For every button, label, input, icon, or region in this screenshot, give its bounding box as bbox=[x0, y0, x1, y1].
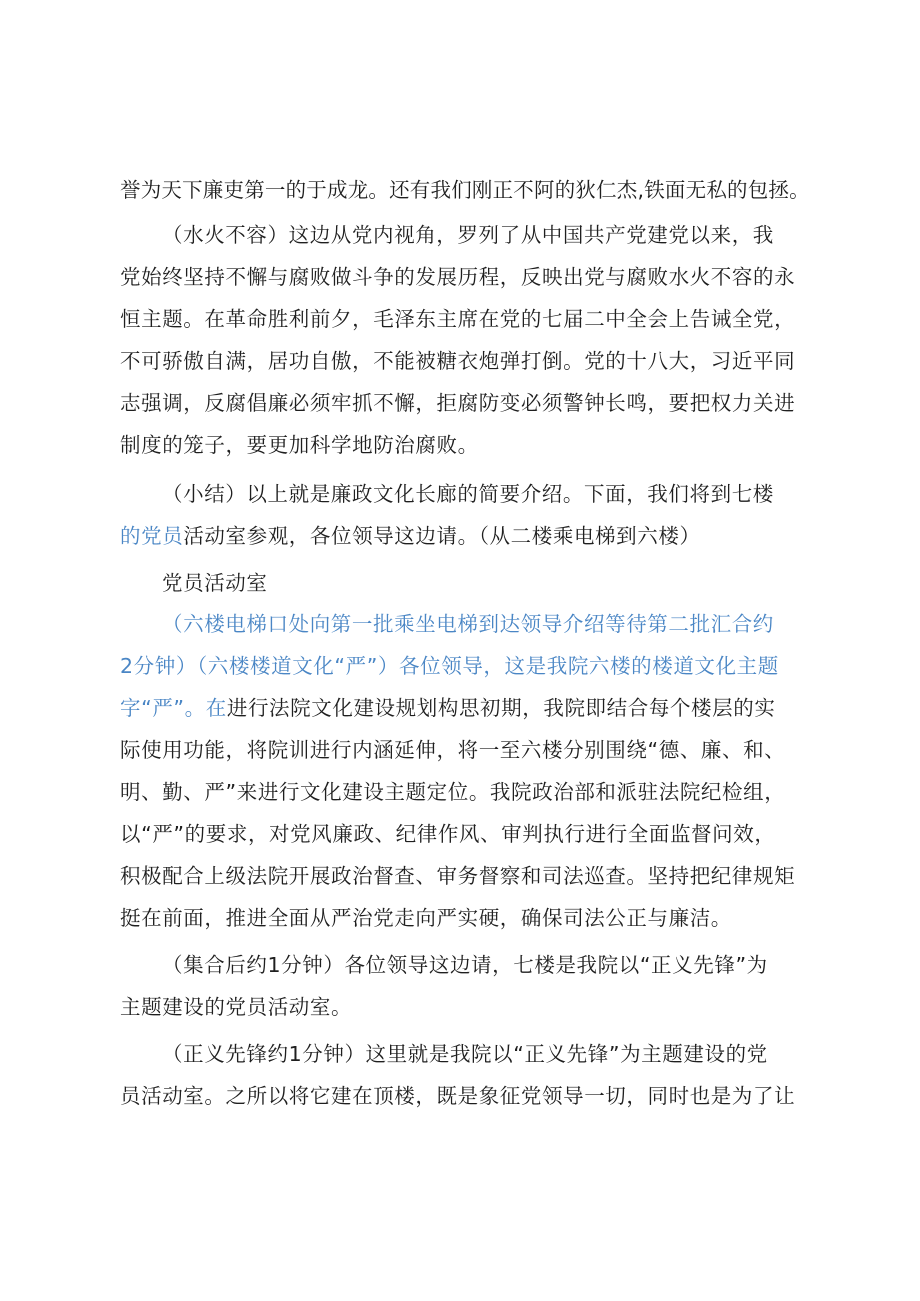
line-text: 活动室参观，各位领导这边请。（从二楼乘电梯到六楼） bbox=[183, 524, 701, 548]
paragraph-line: （六楼电梯口处向第一批乘坐电梯到达领导介绍等待第二批汇合约 bbox=[162, 612, 774, 636]
paragraph-line: 制度的笼子，要更加科学地防治腐败。 bbox=[120, 433, 479, 457]
paragraph-line: 际使用功能，将院训进行内涵延伸，将一至六楼分别围绕“德、廉、和、 bbox=[120, 738, 786, 762]
paragraph-line: 员活动室。之所以将它建在顶楼，既是象征党领导一切，同时也是为了让 bbox=[120, 1084, 796, 1108]
paragraph-line: 挺在前面，推进全面从严治党走向严实硬，确保司法公正与廉洁。 bbox=[120, 906, 732, 930]
highlighted-text: 的党员 bbox=[120, 524, 184, 548]
paragraph-line bbox=[120, 691, 820, 725]
section-heading: 党员活动室 bbox=[162, 571, 268, 595]
line-text: 进行法院文化建设规划构思初期，我院即结合每个楼层的实 bbox=[226, 696, 776, 720]
highlighted-text: 字“严”。在 bbox=[120, 696, 227, 720]
paragraph-line: 以“严”的要求，对党风廉政、纪律作风、审判执行进行全面监督问效， bbox=[120, 822, 776, 846]
paragraph-line: 党始终坚持不懈与腐败做斗争的发展历程，反映出党与腐败水火不容的永 bbox=[120, 265, 796, 289]
paragraph-line: 誉为天下廉吏第一的于成龙。还有我们刚正不阿的狄仁杰,铁面无私的包拯。 bbox=[120, 178, 810, 202]
paragraph-line: 不可骄傲自满，居功自傲，不能被糖衣炮弹打倒。党的十八大，习近平同 bbox=[120, 349, 796, 373]
paragraph-line: 主题建设的党员活动室。 bbox=[120, 995, 353, 1019]
paragraph-line: （水火不容）这边从党内视角，罗列了从中国共产党建党以来，我 bbox=[162, 223, 774, 247]
paragraph-line: 2分钟）（六楼楼道文化“严”）各位领导，这是我院六楼的楼道文化主题 bbox=[120, 654, 779, 678]
paragraph-line: （小结）以上就是廉政文化长廊的简要介绍。下面，我们将到七楼 bbox=[162, 482, 774, 506]
paragraph-line: （集合后约1分钟）各位领导这边请，七楼是我院以“正义先锋”为 bbox=[162, 953, 768, 977]
paragraph-line: 志强调，反腐倡廉必须牢抓不懈，拒腐防变必须警钟长鸣，要把权力关进 bbox=[120, 391, 796, 415]
paragraph-line: 明、勤、严”来进行文化建设主题定位。我院政治部和派驻法院纪检组， bbox=[120, 780, 786, 804]
paragraph-line: （正义先锋约1分钟）这里就是我院以“正义先锋”为主题建设的党 bbox=[162, 1042, 768, 1066]
paragraph-line bbox=[120, 519, 820, 553]
paragraph-line: 积极配合上级法院开展政治督查、审务督察和司法巡查。坚持把纪律规矩 bbox=[120, 864, 796, 888]
paragraph-line: 恒主题。在革命胜利前夕，毛泽东主席在党的七届二中全会上告诫全党， bbox=[120, 307, 796, 331]
